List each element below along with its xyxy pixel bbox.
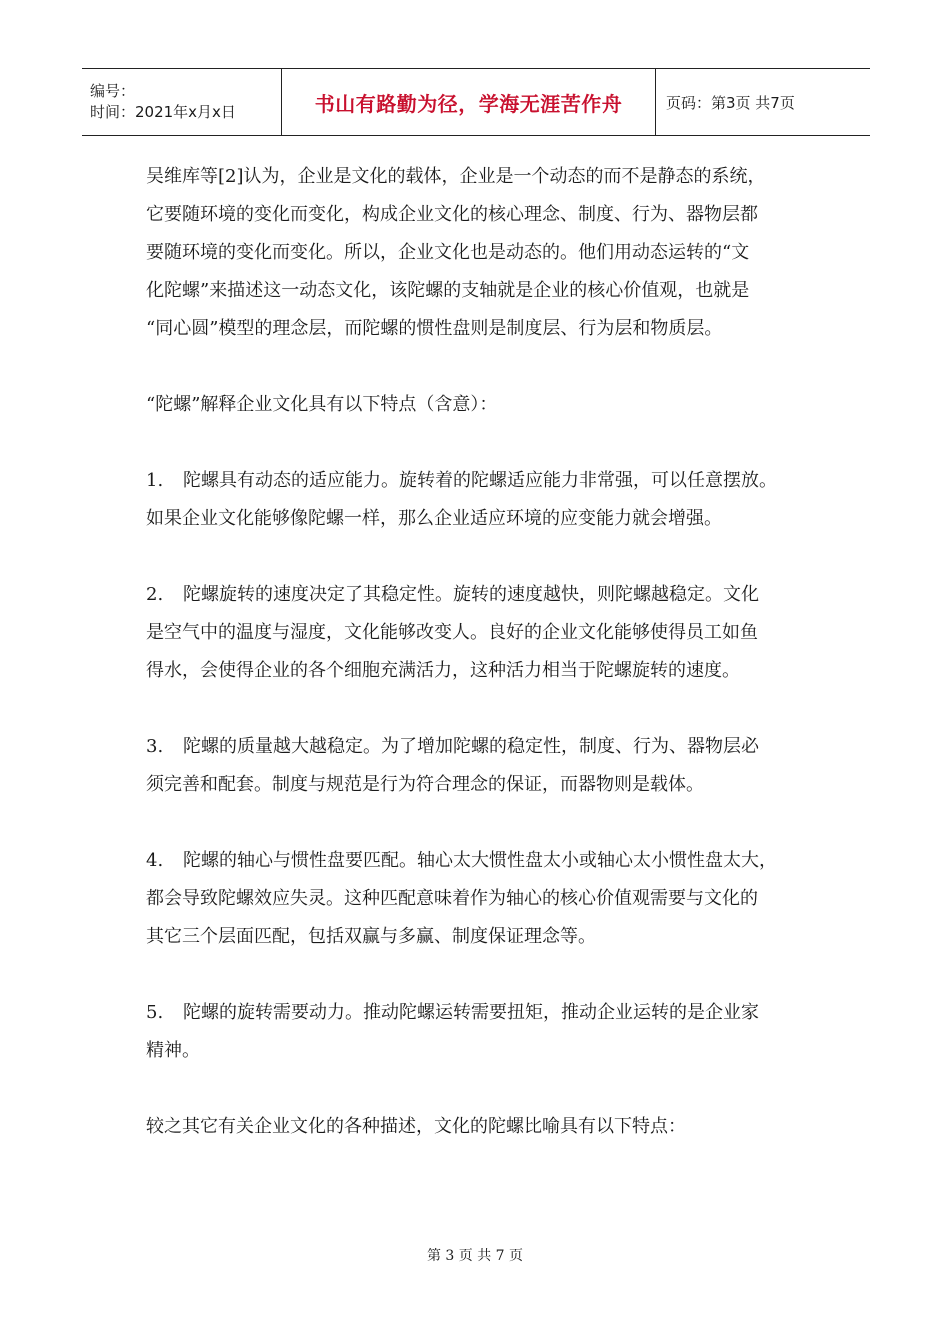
point-2-line: 2. 陀螺旋转的速度决定了其稳定性。旋转的速度越快，则陀螺越稳定。文化	[146, 576, 810, 614]
point-number: 3.	[146, 736, 164, 757]
intro-line: 要随环境的变化而变化。所以，企业文化也是动态的。他们用动态运转的“文	[146, 242, 750, 263]
footer-page-number: 第 3 页 共 7 页	[426, 1248, 524, 1264]
point-3-line: 须完善和配套。制度与规范是行为符合理念的保证，而器物则是载体。	[146, 774, 704, 795]
page-info-text: 页码：第3页 共7页	[666, 93, 795, 112]
header-motto	[282, 69, 656, 135]
intro-line: 吴维库等[2]认为，企业是文化的载体，企业是一个动态的而不是静态的系统，	[146, 166, 766, 187]
point-number: 4.	[146, 850, 164, 871]
intro-line: “同心圆”模型的理念层，而陀螺的惯性盘则是制度层、行为层和物质层。	[146, 318, 723, 339]
intro-line: 化陀螺”来描述这一动态文化，该陀螺的支轴就是企业的核心价值观，也就是	[146, 280, 750, 301]
point-5-line: 5. 陀螺的旋转需要动力。推动陀螺运转需要扭矩，推动企业运转的是企业家	[146, 994, 810, 1032]
point-4-line: 都会导致陀螺效应失灵。这种匹配意味着作为轴心的核心价值观需要与文化的	[146, 888, 758, 909]
intro-line: 它要随环境的变化而变化，构成企业文化的核心理念、制度、行为、器物层都	[146, 204, 758, 225]
number-label: 编号：	[90, 82, 136, 100]
point-1-line: 1. 陀螺具有动态的适应能力。旋转着的陀螺适应能力非常强，可以任意摆放。	[146, 462, 810, 500]
point-4-line: 其它三个层面匹配，包括双赢与多赢、制度保证理念等。	[146, 926, 596, 947]
point-2-line: 是空气中的温度与湿度，文化能够改变人。良好的企业文化能够使得员工如鱼	[146, 622, 758, 643]
page-footer	[0, 1245, 950, 1265]
point-number: 1.	[146, 470, 164, 491]
point-number: 5.	[146, 1002, 164, 1023]
document-body	[146, 158, 810, 1146]
point-3-line: 3. 陀螺的质量越大越稳定。为了增加陀螺的稳定性，制度、行为、器物层必	[146, 728, 810, 766]
closing-line: 较之其它有关企业文化的各种描述，文化的陀螺比喻具有以下特点：	[146, 1116, 686, 1137]
date-label: 时间：2021年x月x日	[90, 103, 236, 121]
point-4-line: 4. 陀螺的轴心与惯性盘要匹配。轴心太大惯性盘太小或轴心太小惯性盘太大，	[146, 842, 810, 880]
point-2-line: 得水，会使得企业的各个细胞充满活力，这种活力相当于陀螺旋转的速度。	[146, 660, 740, 681]
point-1-line: 如果企业文化能够像陀螺一样，那么企业适应环境的应变能力就会增强。	[146, 508, 722, 529]
point-5-line: 精神。	[146, 1040, 200, 1061]
header-page-info	[656, 69, 870, 135]
header-meta	[82, 69, 282, 135]
motto-text: 书山有路勤为径，学海无涯苦作舟	[314, 91, 623, 116]
point-number: 2.	[146, 584, 164, 605]
features-heading: “陀螺”解释企业文化具有以下特点（含意）：	[146, 394, 498, 415]
document-header	[82, 68, 870, 136]
